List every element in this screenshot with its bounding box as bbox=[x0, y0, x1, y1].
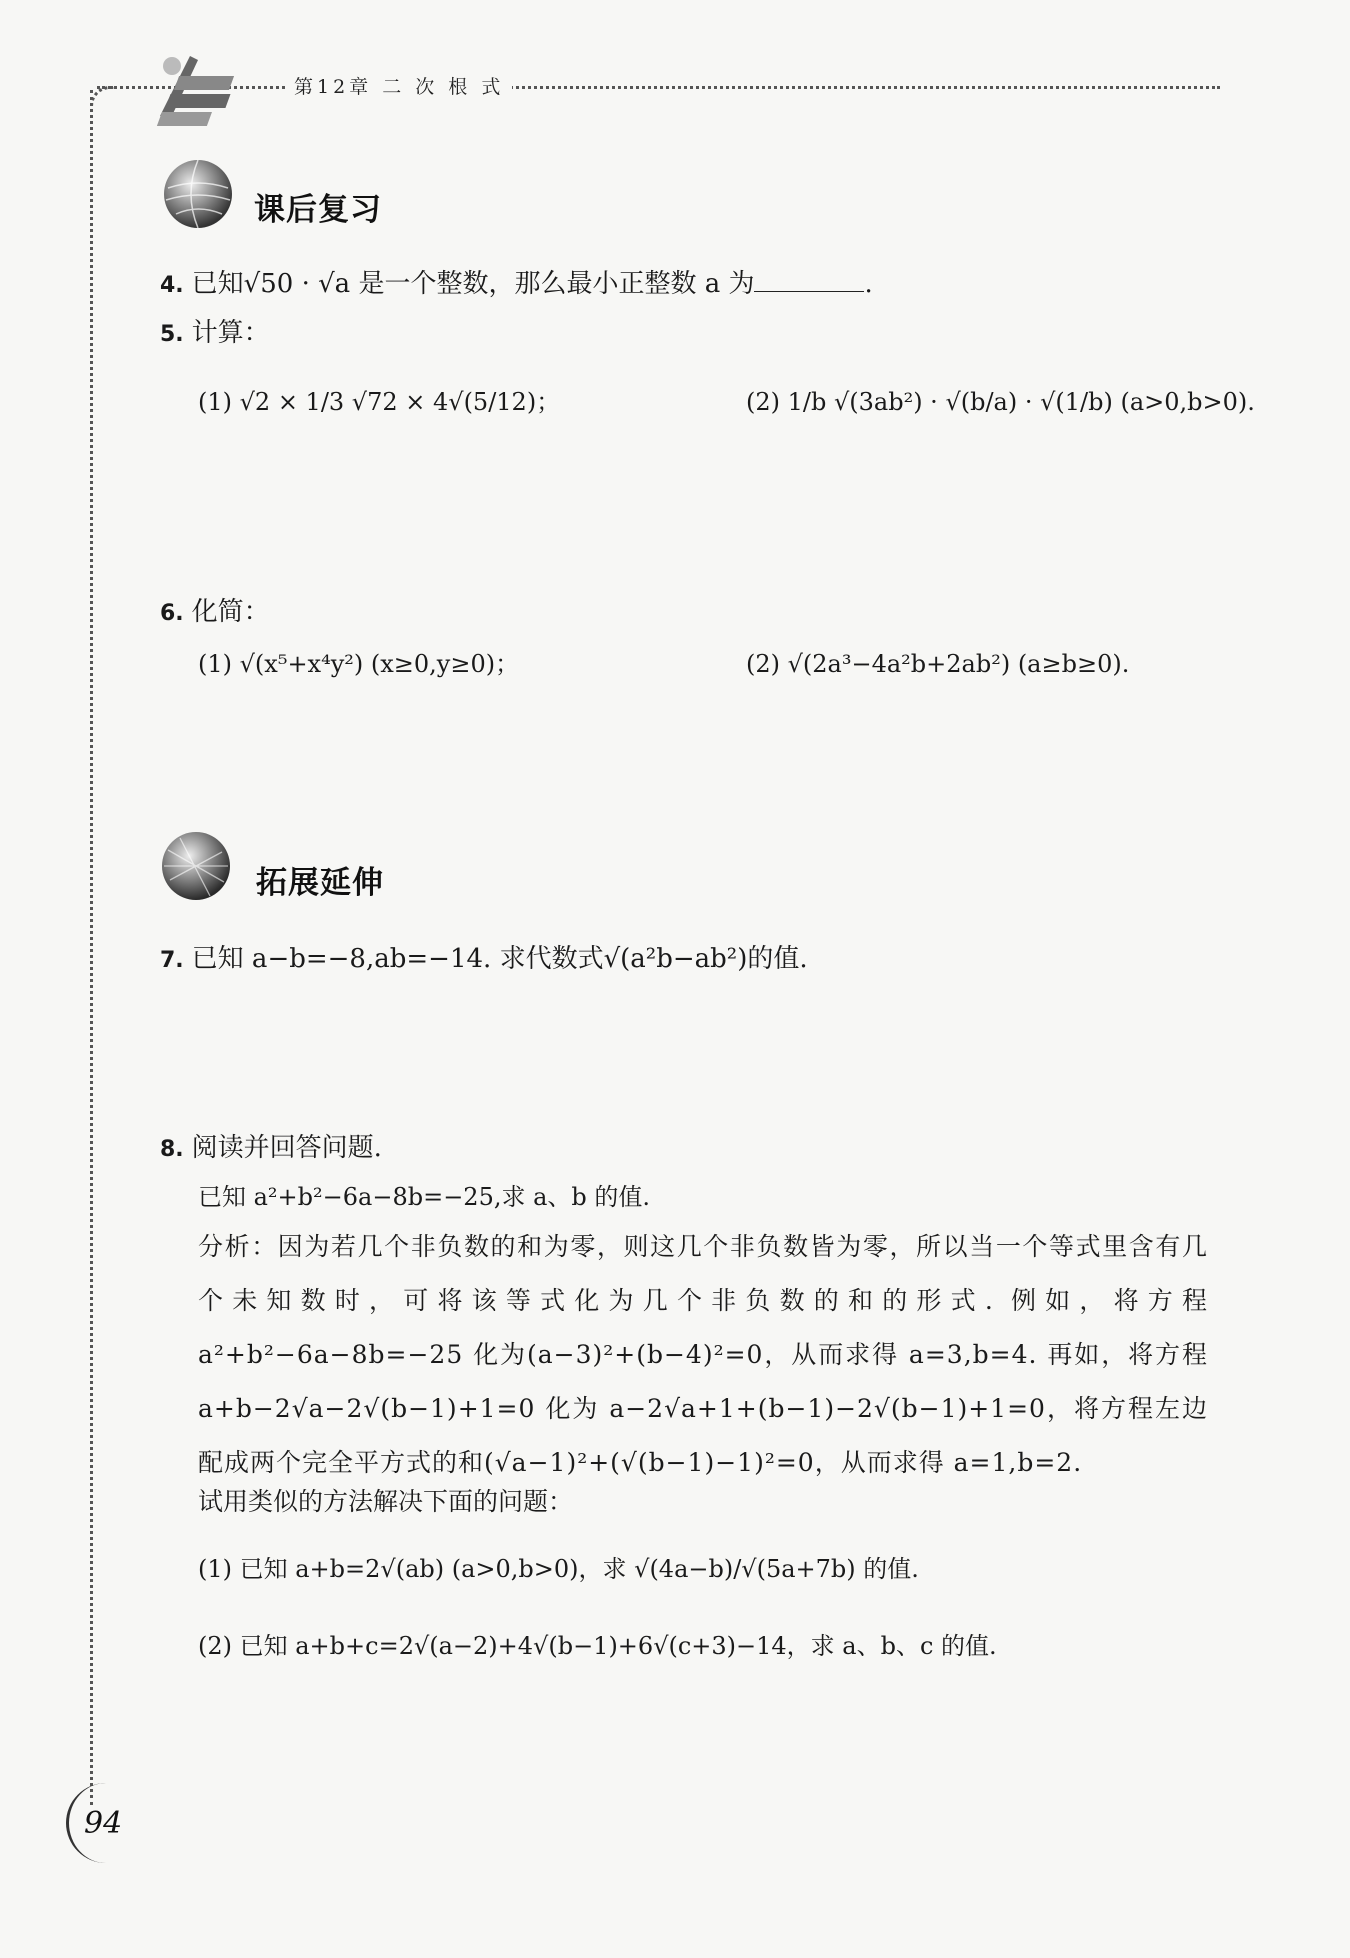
question-5-part-1: (1) √2 × 1/3 √72 × 4√(5/12)； bbox=[198, 388, 561, 416]
question-8-given: 已知 a²+b²−6a−8b=−25,求 a、b 的值. bbox=[198, 1183, 651, 1211]
section-title-extension: 拓展延伸 bbox=[256, 865, 384, 901]
question-6-part-2: (2) √(2a³−4a²b+2ab²) (a≥b≥0). bbox=[746, 650, 1130, 678]
question-4-text: 已知√50 · √a 是一个整数，那么最小正整数 a 为 bbox=[191, 269, 755, 299]
question-5: 5. 计算： bbox=[160, 318, 270, 348]
answer-blank bbox=[754, 291, 864, 292]
question-8-title: 阅读并回答问题. bbox=[191, 1133, 382, 1163]
question-7-text: 已知 a−b=−8,ab=−14. 求代数式√(a²b−ab²)的值. bbox=[191, 944, 808, 974]
header-dotted-rule bbox=[97, 86, 1220, 89]
page-number: 94 bbox=[84, 1806, 123, 1841]
header-corner bbox=[90, 86, 117, 113]
globe-icon bbox=[162, 158, 234, 230]
question-8-part-2: (2) 已知 a+b+c=2√(a−2)+4√(b−1)+6√(c+3)−14，求 a、b、c 的值. bbox=[198, 1632, 997, 1660]
question-6-title: 化简： bbox=[191, 597, 270, 627]
question-8-instruction: 试用类似的方法解决下面的问题： bbox=[198, 1487, 574, 1516]
margin-dotted-rule bbox=[90, 90, 93, 1805]
question-5-title: 计算： bbox=[191, 318, 270, 348]
chapter-logo-icon bbox=[150, 46, 260, 136]
question-6: 6. 化简： bbox=[160, 597, 270, 627]
question-4: 4. 已知√50 · √a 是一个整数，那么最小正整数 a 为 . bbox=[160, 269, 873, 299]
question-8: 8. 阅读并回答问题. bbox=[160, 1133, 382, 1163]
question-5-part-2: (2) 1/b √(3ab²) · √(b/a) · √(1/b) (a>0,b>0). bbox=[746, 388, 1255, 416]
section-title-review: 课后复习 bbox=[254, 192, 382, 228]
question-6-part-1: (1) √(x⁵+x⁴y²) (x≥0,y≥0)； bbox=[198, 650, 520, 678]
globe-icon bbox=[160, 830, 232, 902]
question-8-analysis: 分析：因为若几个非负数的和为零，则这几个非负数皆为零，所以当一个等式里含有几个未知数时，可将该等式化为几个非负数的和的形式. 例如，将方程 a²+b²−6a−8b=−25 化为(a−3)²+(b−4)²=0，从而求得 a=3,b=4. 再如，将方程 a+b−2√a−2√(b−1)+1=0 化为 a−2√a+1+(b−1)−2√(b−1)+1=0，将方程左边配成两个完全平方式的和(√a−1)²+(√(b−1)−1)²=0，从而求得 a=1,b=2. bbox=[198, 1232, 1208, 1477]
question-8-part-1: (1) 已知 a+b=2√(ab) (a>0,b>0)，求 √(4a−b)/√(5a+7b) 的值. bbox=[198, 1555, 919, 1583]
chapter-title: 第12章 二 次 根 式 bbox=[286, 72, 512, 99]
question-7: 7. 已知 a−b=−8,ab=−14. 求代数式√(a²b−ab²)的值. bbox=[160, 944, 808, 974]
